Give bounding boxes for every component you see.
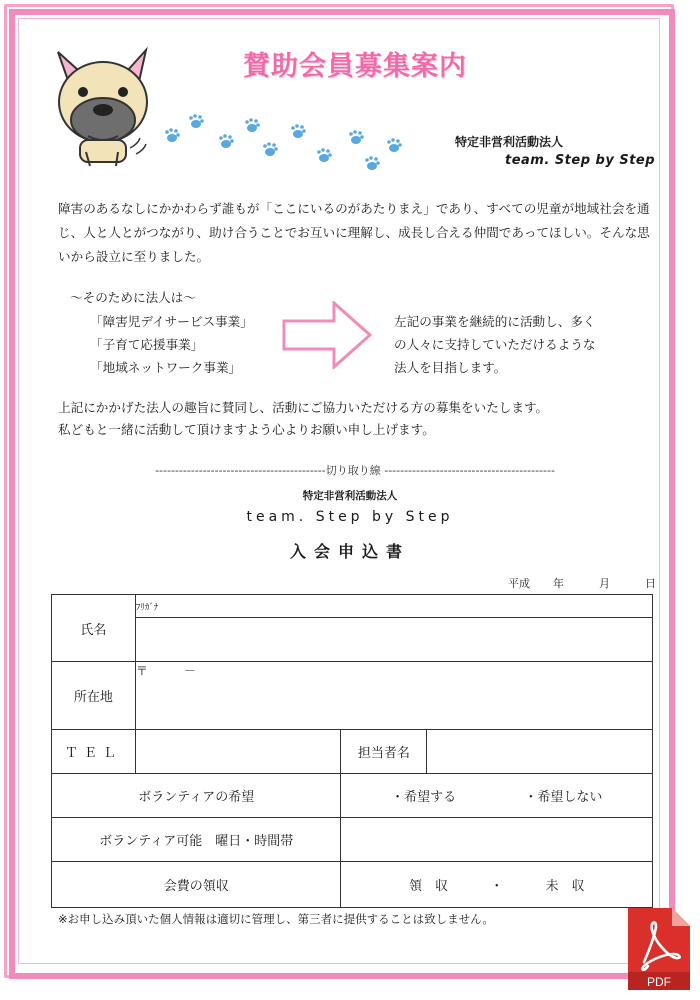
closing-line-2: 私どもと一緒に活動して頂けますよう心よりお願い申し上げます。 xyxy=(58,422,435,437)
french-bulldog-illustration xyxy=(48,40,158,170)
volunteer-options xyxy=(341,774,653,818)
name-field[interactable] xyxy=(135,618,652,662)
goal-line: 左記の事業を継続的に活動し、多く xyxy=(394,314,596,329)
goal-line: 法人を目指します。 xyxy=(394,360,507,375)
form-title: 入会申込書 xyxy=(289,542,410,561)
date-year: 年 xyxy=(553,577,564,590)
application-form-table xyxy=(51,594,653,908)
paw-prints-decoration xyxy=(160,108,410,178)
goal-line: の人々に支持していただけるような xyxy=(394,337,596,352)
cut-line: -------------------------------------------切り取り線 ------------------------------------------- xyxy=(155,464,555,477)
pdf-icon-label: PDF xyxy=(647,975,671,989)
fee-unreceived-option[interactable]: 未 収 xyxy=(545,879,585,894)
furigana-label: ﾌﾘｶﾞﾅ xyxy=(135,602,159,613)
form-org-name: team. Step by Step xyxy=(246,509,454,525)
volunteer-no-option[interactable]: ・希望しない xyxy=(524,790,603,805)
address-label: 所在地 xyxy=(52,662,136,730)
furigana-field[interactable] xyxy=(135,595,652,618)
closing-paragraph xyxy=(58,397,658,441)
date-day: 日 xyxy=(645,577,656,590)
privacy-footnote: ※お申し込み頂いた個人情報は適切に管理し、第三者に提供することは致しません。 xyxy=(58,912,494,926)
name-label: 氏名 xyxy=(52,595,136,662)
pdf-icon[interactable] xyxy=(622,904,694,994)
project-item: 「子育て応援事業」 xyxy=(90,337,204,352)
date-row xyxy=(508,575,656,591)
postal-mark: 〒 － xyxy=(135,664,196,678)
fee-received-option[interactable]: 領 収 xyxy=(408,879,448,894)
form-org-type: 特定非営利活動法人 xyxy=(302,490,398,502)
fee-options xyxy=(341,862,653,908)
project-item: 「障害児デイサービス事業」 xyxy=(90,314,253,329)
date-month: 月 xyxy=(599,577,610,590)
tel-label: ＴＥＬ xyxy=(52,730,136,774)
right-arrow-icon xyxy=(282,301,372,369)
availability-field[interactable] xyxy=(341,818,653,862)
page-title: 賛助会員募集案内 xyxy=(243,51,467,82)
org-name: team. Step by Step xyxy=(505,153,656,168)
tel-field[interactable] xyxy=(135,730,341,774)
intro-paragraph: 障害のあるなしにかかわらず誰もが「ここにいるのがあたりまえ」であり、すべての児童が地域社会を通じ、人と人とがつながり、助け合うことでお互いに理解し、成長し合える仲間であってほしい。そんな思いから設立に至りました。 xyxy=(58,201,650,264)
project-item: 「地域ネットワーク事業」 xyxy=(90,360,242,375)
volunteer-label: ボランティアの希望 xyxy=(52,774,341,818)
address-field[interactable] xyxy=(135,662,652,730)
date-era: 平成 xyxy=(508,577,530,590)
availability-label: ボランティア可能 曜日・時間帯 xyxy=(52,818,341,862)
contact-person-label: 担当者名 xyxy=(341,730,427,774)
projects-heading: ～そのために法人は～ xyxy=(70,290,196,305)
org-type: 特定非営利活動法人 xyxy=(455,135,564,149)
volunteer-yes-option[interactable]: ・希望する xyxy=(391,790,457,805)
closing-line-1: 上記にかかげた法人の趣旨に賛同し、活動にご協力いただける方の募集をいたします。 xyxy=(58,400,549,415)
contact-person-field[interactable] xyxy=(427,730,653,774)
fee-separator: ・ xyxy=(490,879,504,894)
fee-label: 会費の領収 xyxy=(52,862,341,908)
